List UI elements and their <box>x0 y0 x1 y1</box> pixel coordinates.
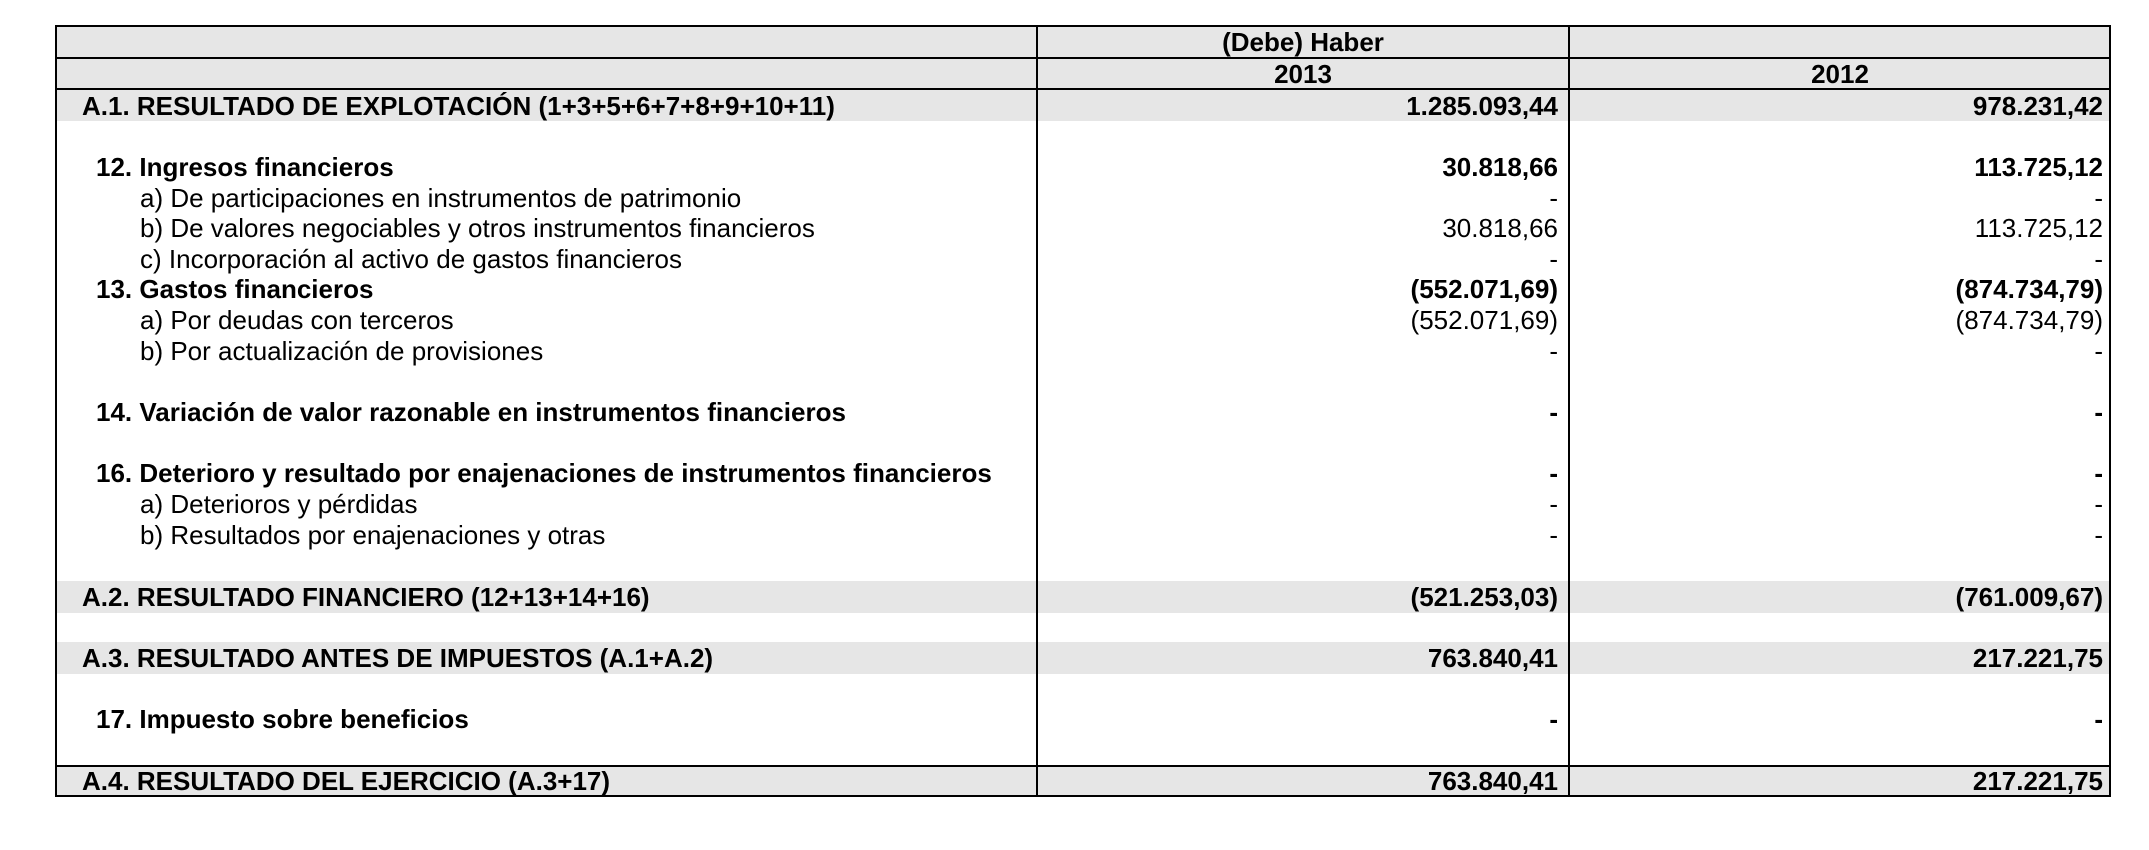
value-2012-13b: - <box>2094 336 2103 366</box>
row-label-14: 14. Variación de valor razonable en instrumentos financieros <box>96 397 846 427</box>
value-2013-16a: - <box>1549 489 1558 519</box>
value-2013-13a: (552.071,69) <box>1410 305 1558 335</box>
row-label-a2: A.2. RESULTADO FINANCIERO (12+13+14+16) <box>82 582 650 612</box>
column-divider-1 <box>1036 25 1038 797</box>
value-2013-12b: 30.818,66 <box>1442 213 1558 243</box>
value-2013-14: - <box>1549 397 1558 427</box>
value-2012-17: - <box>2094 704 2103 734</box>
value-2012-13: (874.734,79) <box>1955 274 2103 304</box>
row-label-12b: b) De valores negociables y otros instrumentos financieros <box>140 213 815 243</box>
value-2012-a4: 217.221,75 <box>1972 766 2103 796</box>
row-label-16a: a) Deterioros y pérdidas <box>140 489 418 519</box>
value-2013-16: - <box>1549 458 1558 488</box>
value-2012-12a: - <box>2094 183 2103 213</box>
row-label-16: 16. Deterioro y resultado por enajenaciones de instrumentos financieros <box>96 458 992 488</box>
row-label-12a: a) De participaciones en instrumentos de patrimonio <box>140 183 742 213</box>
value-2013-16b: - <box>1549 520 1558 550</box>
column-group-label: (Debe) Haber <box>1222 27 1384 57</box>
value-2013-13: (552.071,69) <box>1410 274 1558 304</box>
row-label-13: 13. Gastos financieros <box>96 274 374 304</box>
value-2013-a2: (521.253,03) <box>1410 582 1558 612</box>
row-label-12: 12. Ingresos financieros <box>96 152 394 182</box>
value-2012-16a: - <box>2094 489 2103 519</box>
row-label-a4: A.4. RESULTADO DEL EJERCICIO (A.3+17) <box>82 766 611 796</box>
value-2012-13a: (874.734,79) <box>1955 305 2103 335</box>
value-2012-a1: 978.231,42 <box>1972 91 2103 121</box>
value-2013-12: 30.818,66 <box>1442 152 1558 182</box>
row-label-12c: c) Incorporación al activo de gastos financieros <box>140 244 682 274</box>
row-label-17: 17. Impuesto sobre beneficios <box>96 704 469 734</box>
value-2013-12a: - <box>1549 183 1558 213</box>
row-label-a1: A.1. RESULTADO DE EXPLOTACIÓN (1+3+5+6+7+8+9+10+11) <box>82 91 835 121</box>
value-2013-12c: - <box>1549 244 1558 274</box>
value-2012-12b: 113.725,12 <box>1974 213 2103 243</box>
value-2013-a1: 1.285.093,44 <box>1406 91 1558 121</box>
column-header-2012: 2012 <box>1811 59 1869 89</box>
value-2012-16: - <box>2094 458 2103 488</box>
value-2013-a4: 763.840,41 <box>1427 766 1558 796</box>
row-label-16b: b) Resultados por enajenaciones y otras <box>140 520 606 550</box>
value-2013-13b: - <box>1549 336 1558 366</box>
value-2013-a3: 763.840,41 <box>1427 643 1558 673</box>
value-2012-a2: (761.009,67) <box>1955 582 2103 612</box>
row-label-13a: a) Por deudas con terceros <box>140 305 454 335</box>
value-2012-16b: - <box>2094 520 2103 550</box>
value-2012-a3: 217.221,75 <box>1972 643 2103 673</box>
row-label-13b: b) Por actualización de provisiones <box>140 336 544 366</box>
row-label-a3: A.3. RESULTADO ANTES DE IMPUESTOS (A.1+A.2) <box>82 643 714 673</box>
value-2012-14: - <box>2094 397 2103 427</box>
value-2012-12c: - <box>2094 244 2103 274</box>
column-header-2013: 2013 <box>1274 59 1332 89</box>
column-divider-2 <box>1568 25 1570 797</box>
value-2012-12: 113.725,12 <box>1974 152 2103 182</box>
value-2013-17: - <box>1549 704 1558 734</box>
